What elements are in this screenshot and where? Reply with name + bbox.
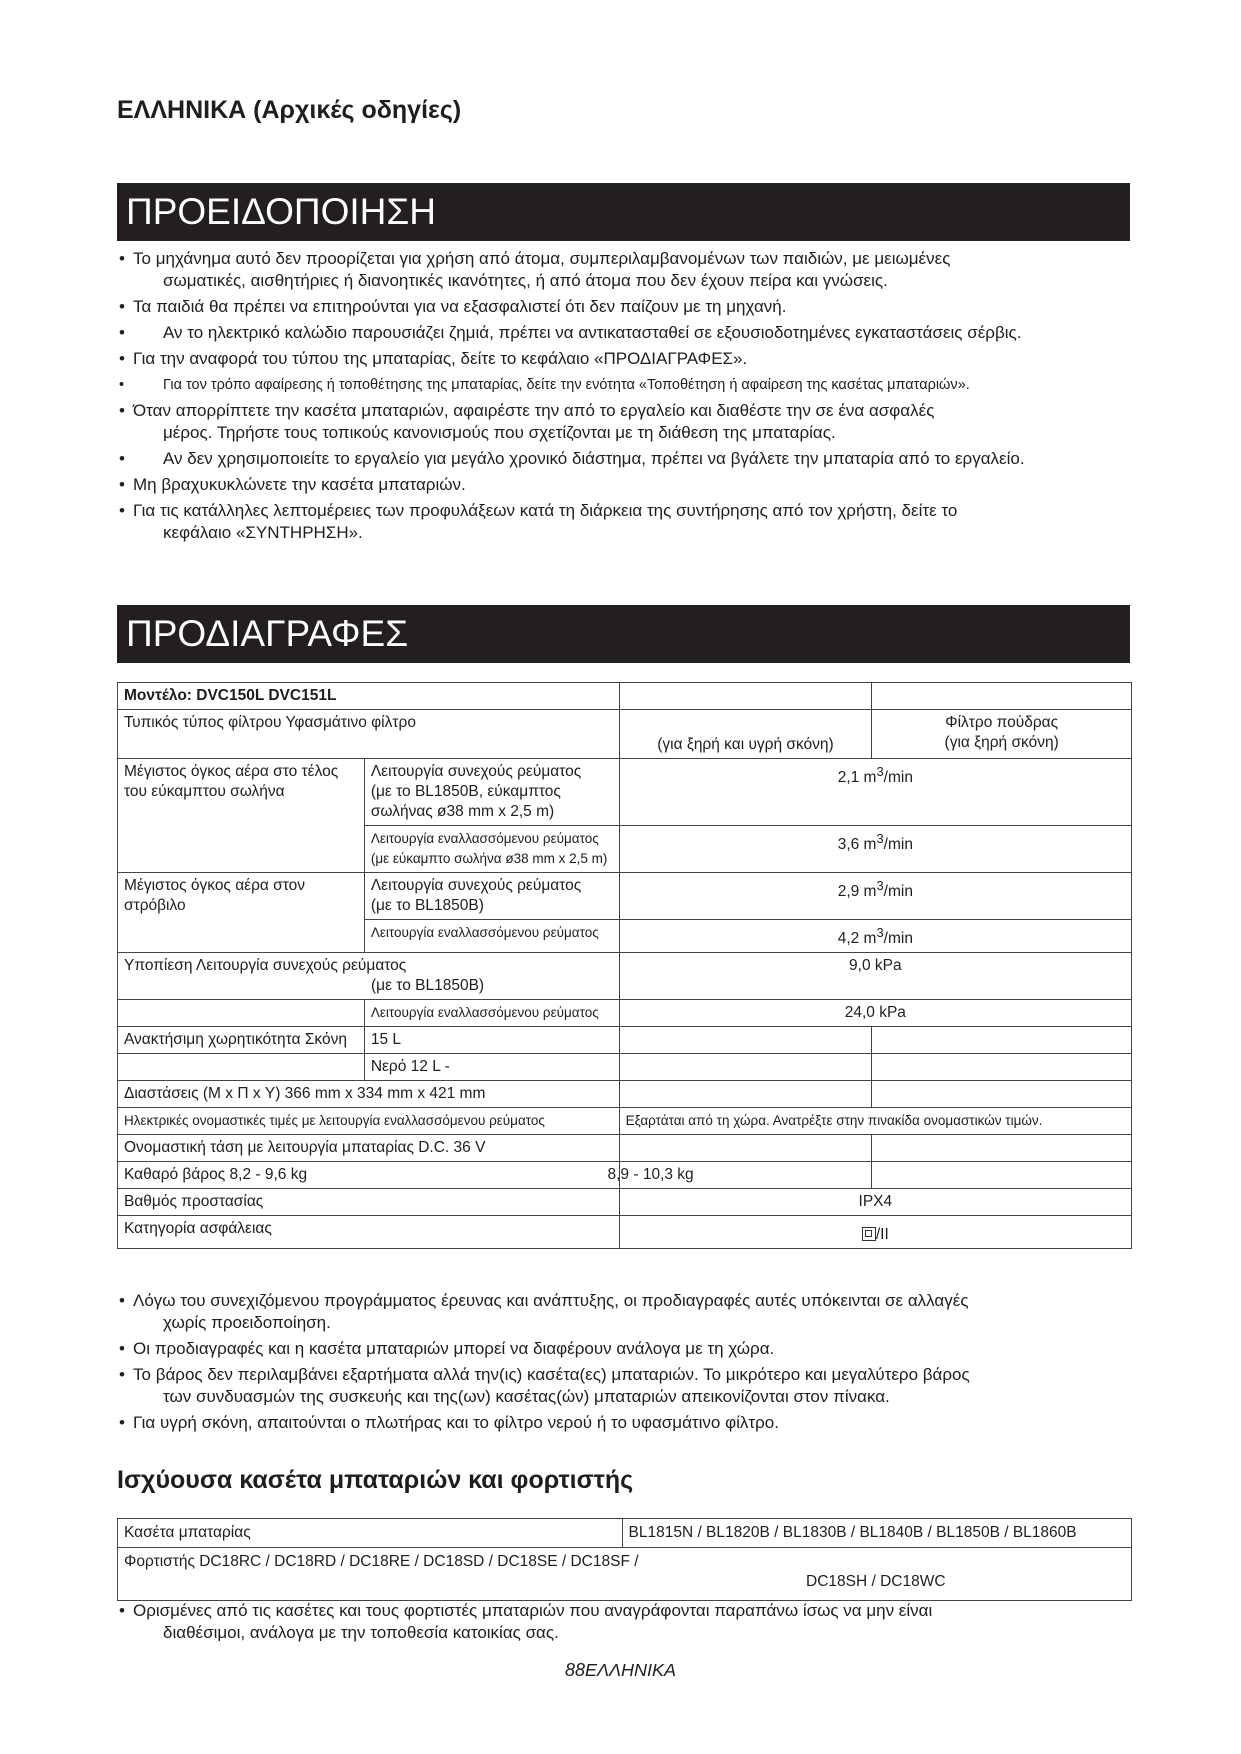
value-text: 2,9 m xyxy=(837,883,877,901)
list-item xyxy=(117,374,1137,396)
unit-exponent: 3 xyxy=(876,878,884,893)
list-item-text: Για την αναφορά του τύπου της μπαταρίας, δείτε το κεφάλαιο «ΠΡΟΔΙΑΓΡΑΦΕΣ». xyxy=(133,349,748,368)
filter-cloth-value: (για ξηρή και υγρή σκόνη) xyxy=(619,710,872,759)
list-item xyxy=(117,248,1137,292)
list-item-text: χωρίς προειδοποίηση. xyxy=(163,1313,331,1332)
unit-exponent: 3 xyxy=(876,831,884,846)
table-cell xyxy=(118,1054,365,1081)
cell-line: Μέγιστος όγκος αέρα στο τέλος xyxy=(124,763,339,780)
turbine-air-label xyxy=(118,873,365,953)
unit-exponent: 3 xyxy=(876,925,884,940)
cell-line: Υποπίεση Λειτουργία συνεχούς ρεύματος xyxy=(124,957,407,975)
capacity-label: Ανακτήσιμη χωρητικότητα Σκόνη xyxy=(118,1027,365,1054)
table-cell xyxy=(872,1162,1132,1189)
turbine-ac-label: Λειτουργία εναλλασσόμενου ρεύματος xyxy=(364,920,619,953)
cell-line: στρόβιλο xyxy=(124,897,186,914)
battery-table xyxy=(117,1518,1132,1601)
list-item xyxy=(117,322,1137,344)
list-item xyxy=(117,1412,1137,1434)
protection-label: Βαθμός προστασίας xyxy=(118,1189,620,1216)
list-item-text: Το μηχάνημα αυτό δεν προορίζεται για χρήση από άτομα, συμπεριλαμβανομένων των παιδιών, με μειωμένες xyxy=(133,249,951,268)
table-cell xyxy=(118,1000,365,1027)
capacity-water-value: Νερό 12 L - xyxy=(364,1054,619,1081)
table-cell xyxy=(619,1027,872,1054)
charger-text: Φορτιστής DC18RC / DC18RD / DC18RE / DC18SD / DC18SE / DC18SF / xyxy=(124,1553,639,1570)
cell-line: Λειτουργία εναλλασσόμενου ρεύματος xyxy=(370,831,599,846)
table-row xyxy=(118,1548,1132,1601)
table-cell xyxy=(872,683,1132,710)
list-item xyxy=(117,348,1137,370)
vacuum-ac-value: 24,0 kPa xyxy=(619,1000,1131,1027)
value-text: 2,1 m xyxy=(837,769,877,787)
list-item xyxy=(117,296,1137,318)
turbine-dc-value xyxy=(619,873,1131,920)
table-row xyxy=(118,1162,1132,1189)
battery-heading: Ισχύουσα κασέτα μπαταριών και φορτιστής xyxy=(117,1466,634,1494)
list-item-text: Για υγρή σκόνη, απαιτούνται ο πλωτήρας και το φίλτρο νερού ή το υφασμάτινο φίλτρο. xyxy=(133,1413,779,1432)
table-cell xyxy=(872,1027,1132,1054)
list-item-text: Αν δεν χρησιμοποιείτε το εργαλείο για μεγάλο χρονικό διάστημα, πρέπει να βγάλετε την μπαταρία από το εργαλείο. xyxy=(163,449,1025,468)
list-item-text: Για τον τρόπο αφαίρεσης ή τοποθέτησης της μπαταρίας, δείτε την ενότητα «Τοποθέτηση ή αφαίρεση της κασέτας μπαταριών». xyxy=(163,377,970,393)
table-row xyxy=(118,873,1132,920)
safety-label: Κατηγορία ασφάλειας xyxy=(118,1216,620,1249)
list-item xyxy=(117,400,1137,444)
list-item-text: Αν το ηλεκτρικό καλώδιο παρουσιάζει ζημιά, πρέπει να αντικατασταθεί σε εξουσιοδοτημένες εγκαταστάσεις σέρβις. xyxy=(163,323,1022,342)
capacity-dust-value: 15 L xyxy=(364,1027,619,1054)
table-cell xyxy=(619,1135,872,1162)
table-cell xyxy=(619,1054,872,1081)
safety-value xyxy=(619,1216,1131,1249)
weight-label xyxy=(118,1162,694,1189)
table-row xyxy=(118,683,1132,710)
voltage-label: Ονομαστική τάση με λειτουργία μπαταρίας D.C. 36 V xyxy=(118,1135,620,1162)
cell-line: Μέγιστος όγκος αέρα στον xyxy=(124,877,306,894)
cell-line: σωλήνας ø38 mm x 2,5 m) xyxy=(370,803,555,820)
hose-ac-label xyxy=(364,826,619,873)
table-cell xyxy=(619,1081,872,1108)
list-item xyxy=(117,474,1137,496)
page-title: ΕΛΛΗΝΙΚΑ (Αρχικές οδηγίες) xyxy=(117,96,462,124)
cell-line: (με το BL1850B, εύκαμπτος xyxy=(370,783,561,800)
list-item-text: Μη βραχυκυκλώνετε την κασέτα μπαταριών. xyxy=(133,475,466,494)
unit-exponent: 3 xyxy=(876,764,884,779)
list-item-text: των συνδυασμών της συσκευής και της(ων) κασέτας(ών) μπαταριών απεικονίζονται στον πίνακα. xyxy=(163,1387,890,1406)
table-row xyxy=(118,1000,1132,1027)
rated-ac-label: Ηλεκτρικές ονομαστικές τιμές με λειτουργία εναλλασσόμενου ρεύματος xyxy=(118,1108,620,1135)
value-text: 3,6 m xyxy=(837,836,877,854)
table-row xyxy=(118,1108,1132,1135)
battery-notes-list xyxy=(117,1600,1137,1648)
hose-air-label xyxy=(118,759,365,873)
cartridge-label: Κασέτα μπαταρίας xyxy=(118,1519,623,1548)
list-item-text: μέρος. Τηρήστε τους τοπικούς κανονισμούς που σχετίζονται με τη διάθεση της μπαταρίας. xyxy=(163,423,836,442)
class-ii-icon xyxy=(862,1227,876,1241)
weight-value: 8,9 - 10,3 kg xyxy=(607,1166,694,1184)
cell-line: (με εύκαμπτο σωλήνα ø38 mm x 2,5 m) xyxy=(370,851,608,866)
warning-heading xyxy=(117,183,1130,241)
list-item-text: Όταν απορρίπτετε την κασέτα μπαταριών, αφαιρέστε την από το εργαλείο και διαθέστε την σε ένα ασφαλές xyxy=(133,401,935,420)
cartridge-value: BL1815N / BL1820B / BL1830B / BL1840B / BL1850B / BL1860B xyxy=(622,1519,1132,1548)
table-row xyxy=(118,1081,1132,1108)
table-row xyxy=(118,1135,1132,1162)
list-item-text: διαθέσιμοι, ανάλογα με την τοποθεσία κατοικίας σας. xyxy=(163,1623,559,1642)
warning-list xyxy=(117,248,1137,548)
list-item-text: σωματικές, αισθητήριες ή διανοητικές ικανότητες, ή από άτομα που δεν έχουν πείρα και γνώσεις. xyxy=(163,271,888,290)
page-footer: 88ΕΛΛΗΝΙΚΑ xyxy=(564,1660,677,1680)
list-item-text: κεφάλαιο «ΣΥΝΤΗΡΗΣΗ». xyxy=(163,523,363,542)
specs-title: ΠΡΟΔΙΑΓΡΑΦΕΣ xyxy=(126,613,409,654)
hose-ac-value xyxy=(619,826,1131,873)
vacuum-dc-value: 9,0 kPa xyxy=(619,953,1131,1000)
table-row xyxy=(118,1189,1132,1216)
turbine-dc-label xyxy=(364,873,619,920)
cell-line: (για ξηρή σκόνη) xyxy=(944,734,1059,751)
list-item xyxy=(117,1364,1137,1408)
cell-line: (με το BL1850B) xyxy=(370,897,484,914)
cell-line: Λειτουργία συνεχούς ρεύματος xyxy=(370,877,582,894)
specs-table xyxy=(117,682,1132,1249)
cell-line: Λειτουργία συνεχούς ρεύματος xyxy=(370,763,582,780)
table-row xyxy=(118,759,1132,826)
list-item xyxy=(117,500,1137,544)
list-item xyxy=(117,1600,1137,1644)
table-row xyxy=(118,1027,1132,1054)
hose-dc-value xyxy=(619,759,1131,826)
safety-value-text: /II xyxy=(875,1226,889,1244)
cell-line: (με το BL1850B) xyxy=(371,977,485,995)
dimensions-label: Διαστάσεις (Μ x Π x Υ) 366 mm x 334 mm x 421 mm xyxy=(118,1081,620,1108)
cell-line: του εύκαμπτου σωλήνα xyxy=(124,783,285,800)
rated-ac-value: Εξαρτάται από τη χώρα. Ανατρέξτε στην πινακίδα ονομαστικών τιμών. xyxy=(619,1108,1131,1135)
list-item-text: Το βάρος δεν περιλαμβάνει εξαρτήματα αλλά την(ις) κασέτα(ες) μπαταριών. Το μικρότερο και μεγαλύτερο βάρος xyxy=(133,1365,970,1384)
list-item-text: Οι προδιαγραφές και η κασέτα μπαταριών μπορεί να διαφέρουν ανάλογα με τη χώρα. xyxy=(133,1339,775,1358)
table-row xyxy=(118,1519,1132,1548)
table-cell xyxy=(872,1135,1132,1162)
spec-notes-list xyxy=(117,1290,1137,1438)
table-row xyxy=(118,1054,1132,1081)
model-cell: Μοντέλο: DVC150L DVC151L xyxy=(118,683,620,710)
unit-text: /min xyxy=(883,883,913,901)
table-cell xyxy=(619,683,872,710)
table-row xyxy=(118,953,1132,1000)
charger-cell xyxy=(118,1548,1132,1601)
table-row xyxy=(118,710,1132,759)
table-cell xyxy=(872,1054,1132,1081)
vacuum-label xyxy=(118,953,620,1000)
turbine-ac-value xyxy=(619,920,1131,953)
cell-line: Φίλτρο πούδρας xyxy=(945,714,1059,731)
charger-text: DC18SH / DC18WC xyxy=(806,1573,946,1590)
table-cell xyxy=(872,1081,1132,1108)
list-item xyxy=(117,1290,1137,1334)
protection-value: IPX4 xyxy=(619,1189,1131,1216)
specs-heading xyxy=(117,605,1130,663)
warning-title: ΠΡΟΕΙΔΟΠΟΙΗΣΗ xyxy=(126,191,436,232)
vacuum-ac-label: Λειτουργία εναλλασσόμενου ρεύματος xyxy=(364,1000,619,1027)
value-text: 4,2 m xyxy=(837,930,877,948)
unit-text: /min xyxy=(883,836,913,854)
list-item xyxy=(117,1338,1137,1360)
unit-text: /min xyxy=(883,930,913,948)
list-item-text: Για τις κατάλληλες λεπτομέρειες των προφυλάξεων κατά τη διάρκεια της συντήρησης από τον χρήστη, δείτε το xyxy=(133,501,958,520)
list-item-text: Ορισμένες από τις κασέτες και τους φορτιστές μπαταριών που αναγράφονται παραπάνω ίσως να μην είναι xyxy=(133,1601,933,1620)
weight-text: Καθαρό βάρος 8,2 - 9,6 kg xyxy=(124,1166,308,1184)
unit-text: /min xyxy=(883,769,913,787)
filter-powder-value xyxy=(872,710,1132,759)
table-row xyxy=(118,1216,1132,1249)
hose-dc-label xyxy=(364,759,619,826)
filter-label: Τυπικός τύπος φίλτρου Υφασμάτινο φίλτρο xyxy=(118,710,620,759)
list-item-text: Λόγω του συνεχιζόμενου προγράμματος έρευνας και ανάπτυξης, οι προδιαγραφές αυτές υπόκεινται σε αλλαγές xyxy=(133,1291,969,1310)
list-item xyxy=(117,448,1137,470)
list-item-text: Τα παιδιά θα πρέπει να επιτηρούνται για να εξασφαλιστεί ότι δεν παίζουν με τη μηχανή. xyxy=(133,297,787,316)
